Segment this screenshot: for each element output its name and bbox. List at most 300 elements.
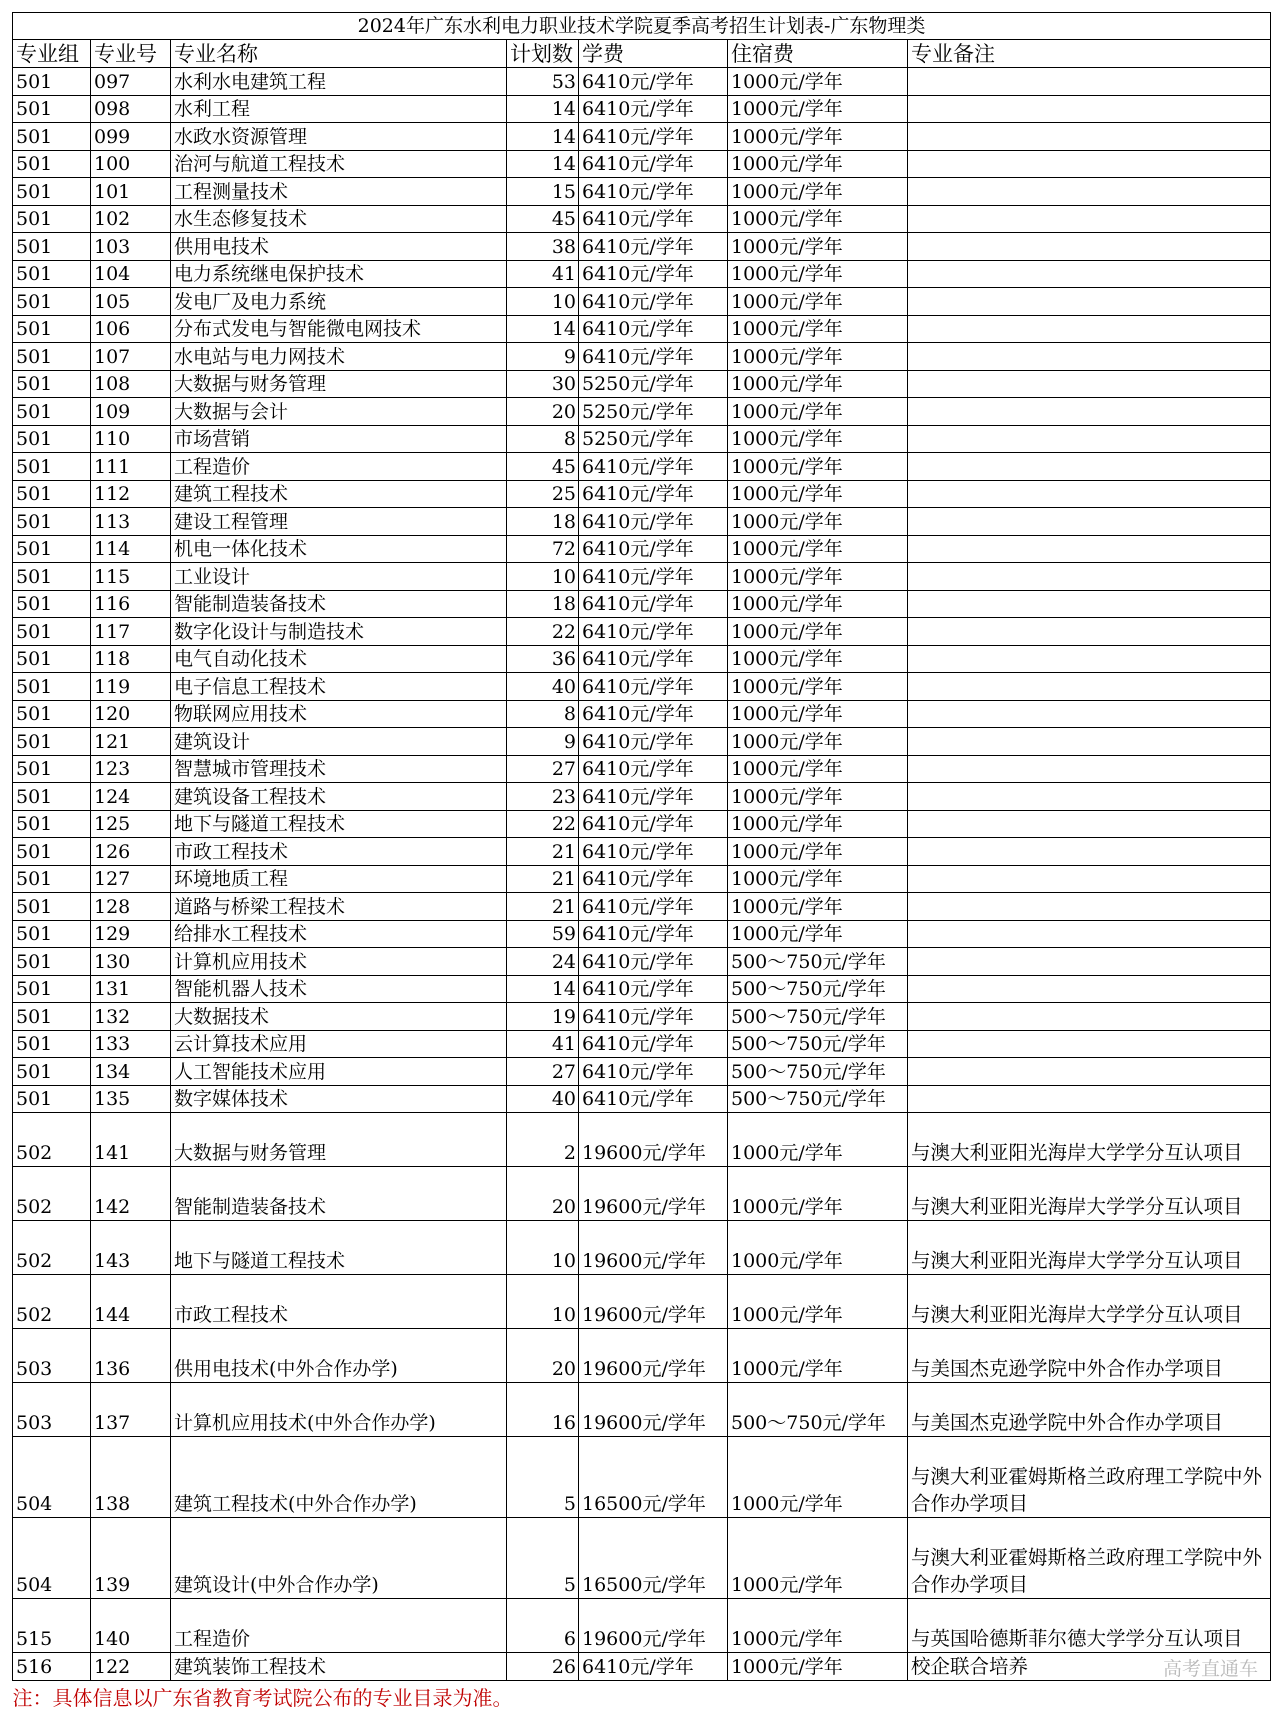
cell-group: 501 — [13, 865, 91, 893]
table-row — [13, 975, 1271, 1003]
cell-tuition: 6410元/学年 — [579, 68, 728, 96]
cell-group: 501 — [13, 728, 91, 756]
cell-dorm: 1000元/学年 — [728, 700, 908, 728]
cell-code: 107 — [91, 343, 171, 371]
cell-code: 113 — [91, 508, 171, 536]
cell-group: 501 — [13, 398, 91, 426]
table-row — [13, 1599, 1271, 1653]
cell-group: 501 — [13, 260, 91, 288]
cell-dorm: 1000元/学年 — [728, 810, 908, 838]
cell-note: 与澳大利亚阳光海岸大学学分互认项目 — [908, 1167, 1271, 1221]
cell-plan: 9 — [507, 343, 579, 371]
cell-group: 501 — [13, 948, 91, 976]
cell-tuition: 6410元/学年 — [579, 260, 728, 288]
cell-tuition: 5250元/学年 — [579, 398, 728, 426]
table-row — [13, 700, 1271, 728]
cell-name: 给排水工程技术 — [171, 920, 507, 948]
cell-plan: 41 — [507, 1030, 579, 1058]
cell-note — [908, 315, 1271, 343]
header-name: 专业名称 — [171, 40, 507, 68]
cell-group: 502 — [13, 1167, 91, 1221]
table-row — [13, 535, 1271, 563]
cell-group: 501 — [13, 178, 91, 206]
cell-tuition: 6410元/学年 — [579, 865, 728, 893]
cell-code: 141 — [91, 1113, 171, 1167]
table-row — [13, 783, 1271, 811]
cell-group: 501 — [13, 123, 91, 151]
cell-tuition: 6410元/学年 — [579, 645, 728, 673]
table-row — [13, 370, 1271, 398]
cell-note — [908, 700, 1271, 728]
cell-plan: 27 — [507, 755, 579, 783]
cell-plan: 25 — [507, 480, 579, 508]
cell-group: 501 — [13, 343, 91, 371]
cell-note — [908, 233, 1271, 261]
cell-dorm: 1000元/学年 — [728, 563, 908, 591]
table-row — [13, 343, 1271, 371]
cell-tuition: 6410元/学年 — [579, 453, 728, 481]
cell-group: 501 — [13, 68, 91, 96]
table-row — [13, 260, 1271, 288]
cell-plan: 45 — [507, 453, 579, 481]
cell-dorm: 1000元/学年 — [728, 480, 908, 508]
table-row — [13, 480, 1271, 508]
cell-tuition: 6410元/学年 — [579, 618, 728, 646]
header-code: 专业号 — [91, 40, 171, 68]
cell-note: 与美国杰克逊学院中外合作办学项目 — [908, 1329, 1271, 1383]
cell-dorm: 1000元/学年 — [728, 535, 908, 563]
table-row — [13, 1383, 1271, 1437]
cell-code: 117 — [91, 618, 171, 646]
cell-note — [908, 865, 1271, 893]
cell-plan: 5 — [507, 1437, 579, 1518]
cell-code: 104 — [91, 260, 171, 288]
cell-plan: 20 — [507, 1329, 579, 1383]
cell-group: 501 — [13, 480, 91, 508]
cell-note — [908, 260, 1271, 288]
cell-plan: 40 — [507, 1085, 579, 1113]
cell-note — [908, 425, 1271, 453]
cell-dorm: 1000元/学年 — [728, 425, 908, 453]
cell-plan: 20 — [507, 398, 579, 426]
cell-dorm: 1000元/学年 — [728, 288, 908, 316]
cell-note — [908, 508, 1271, 536]
cell-dorm: 1000元/学年 — [728, 838, 908, 866]
table-row — [13, 95, 1271, 123]
cell-plan: 10 — [507, 563, 579, 591]
cell-tuition: 6410元/学年 — [579, 728, 728, 756]
cell-code: 121 — [91, 728, 171, 756]
enrollment-plan-table — [12, 12, 1271, 1711]
cell-tuition: 19600元/学年 — [579, 1113, 728, 1167]
cell-group: 501 — [13, 205, 91, 233]
cell-dorm: 1000元/学年 — [728, 728, 908, 756]
cell-plan: 40 — [507, 673, 579, 701]
cell-dorm: 1000元/学年 — [728, 618, 908, 646]
cell-note: 与澳大利亚阳光海岸大学学分互认项目 — [908, 1221, 1271, 1275]
cell-name: 水利水电建筑工程 — [171, 68, 507, 96]
cell-plan: 27 — [507, 1058, 579, 1086]
cell-name: 水电站与电力网技术 — [171, 343, 507, 371]
cell-plan: 6 — [507, 1599, 579, 1653]
cell-name: 地下与隧道工程技术 — [171, 810, 507, 838]
cell-tuition: 6410元/学年 — [579, 233, 728, 261]
cell-tuition: 6410元/学年 — [579, 1058, 728, 1086]
header-tuition: 学费 — [579, 40, 728, 68]
table-row — [13, 755, 1271, 783]
cell-dorm: 500～750元/学年 — [728, 1383, 908, 1437]
cell-note — [908, 1058, 1271, 1086]
table-row — [13, 1437, 1271, 1518]
cell-code: 124 — [91, 783, 171, 811]
cell-dorm: 1000元/学年 — [728, 370, 908, 398]
cell-note — [908, 95, 1271, 123]
table-row — [13, 810, 1271, 838]
cell-name: 计算机应用技术(中外合作办学) — [171, 1383, 507, 1437]
cell-plan: 18 — [507, 508, 579, 536]
cell-code: 114 — [91, 535, 171, 563]
cell-tuition: 19600元/学年 — [579, 1167, 728, 1221]
cell-note — [908, 645, 1271, 673]
cell-tuition: 6410元/学年 — [579, 480, 728, 508]
table-row — [13, 453, 1271, 481]
cell-name: 分布式发电与智能微电网技术 — [171, 315, 507, 343]
cell-dorm: 1000元/学年 — [728, 343, 908, 371]
cell-dorm: 1000元/学年 — [728, 1275, 908, 1329]
cell-group: 501 — [13, 755, 91, 783]
cell-plan: 41 — [507, 260, 579, 288]
cell-group: 502 — [13, 1275, 91, 1329]
cell-dorm: 500～750元/学年 — [728, 1030, 908, 1058]
table-row — [13, 1030, 1271, 1058]
cell-dorm: 1000元/学年 — [728, 68, 908, 96]
table-row — [13, 1085, 1271, 1113]
cell-name: 供用电技术(中外合作办学) — [171, 1329, 507, 1383]
cell-dorm: 1000元/学年 — [728, 260, 908, 288]
cell-dorm: 500～750元/学年 — [728, 975, 908, 1003]
cell-name: 计算机应用技术 — [171, 948, 507, 976]
cell-group: 501 — [13, 920, 91, 948]
cell-name: 大数据技术 — [171, 1003, 507, 1031]
cell-name: 建筑工程技术(中外合作办学) — [171, 1437, 507, 1518]
cell-note — [908, 288, 1271, 316]
table-row — [13, 205, 1271, 233]
table-row — [13, 178, 1271, 206]
cell-plan: 8 — [507, 425, 579, 453]
cell-note — [908, 920, 1271, 948]
cell-group: 501 — [13, 563, 91, 591]
cell-name: 环境地质工程 — [171, 865, 507, 893]
table-row — [13, 1167, 1271, 1221]
table-row — [13, 425, 1271, 453]
cell-name: 大数据与财务管理 — [171, 1113, 507, 1167]
cell-tuition: 19600元/学年 — [579, 1599, 728, 1653]
header-note: 专业备注 — [908, 40, 1271, 68]
cell-tuition: 6410元/学年 — [579, 700, 728, 728]
table-row — [13, 123, 1271, 151]
cell-dorm: 500～750元/学年 — [728, 948, 908, 976]
cell-name: 发电厂及电力系统 — [171, 288, 507, 316]
cell-name: 人工智能技术应用 — [171, 1058, 507, 1086]
cell-note — [908, 618, 1271, 646]
cell-dorm: 1000元/学年 — [728, 865, 908, 893]
cell-name: 道路与桥梁工程技术 — [171, 893, 507, 921]
cell-tuition: 6410元/学年 — [579, 123, 728, 151]
cell-group: 501 — [13, 1058, 91, 1086]
cell-dorm: 1000元/学年 — [728, 178, 908, 206]
cell-code: 101 — [91, 178, 171, 206]
table-row — [13, 398, 1271, 426]
cell-group: 501 — [13, 1003, 91, 1031]
cell-code: 116 — [91, 590, 171, 618]
cell-tuition: 6410元/学年 — [579, 975, 728, 1003]
cell-plan: 16 — [507, 1383, 579, 1437]
cell-note — [908, 205, 1271, 233]
table-row — [13, 645, 1271, 673]
cell-tuition: 5250元/学年 — [579, 425, 728, 453]
cell-name: 云计算技术应用 — [171, 1030, 507, 1058]
cell-code: 098 — [91, 95, 171, 123]
cell-note — [908, 975, 1271, 1003]
cell-code: 123 — [91, 755, 171, 783]
cell-name: 智能制造装备技术 — [171, 590, 507, 618]
cell-plan: 59 — [507, 920, 579, 948]
cell-plan: 26 — [507, 1653, 579, 1681]
cell-name: 工业设计 — [171, 563, 507, 591]
cell-dorm: 1000元/学年 — [728, 783, 908, 811]
table-row — [13, 838, 1271, 866]
cell-note — [908, 1003, 1271, 1031]
cell-dorm: 1000元/学年 — [728, 233, 908, 261]
cell-dorm: 1000元/学年 — [728, 398, 908, 426]
cell-code: 115 — [91, 563, 171, 591]
cell-code: 134 — [91, 1058, 171, 1086]
cell-note — [908, 343, 1271, 371]
cell-tuition: 6410元/学年 — [579, 150, 728, 178]
cell-code: 108 — [91, 370, 171, 398]
cell-note — [908, 1085, 1271, 1113]
cell-name: 工程造价 — [171, 453, 507, 481]
cell-name: 建筑设备工程技术 — [171, 783, 507, 811]
cell-code: 120 — [91, 700, 171, 728]
cell-code: 132 — [91, 1003, 171, 1031]
table-row — [13, 508, 1271, 536]
cell-tuition: 6410元/学年 — [579, 1003, 728, 1031]
cell-dorm: 500～750元/学年 — [728, 1085, 908, 1113]
cell-tuition: 6410元/学年 — [579, 315, 728, 343]
cell-group: 501 — [13, 1030, 91, 1058]
cell-tuition: 6410元/学年 — [579, 1085, 728, 1113]
cell-name: 水政水资源管理 — [171, 123, 507, 151]
table-row — [13, 1518, 1271, 1599]
cell-plan: 14 — [507, 123, 579, 151]
cell-tuition: 6410元/学年 — [579, 535, 728, 563]
table-row — [13, 1221, 1271, 1275]
cell-plan: 8 — [507, 700, 579, 728]
cell-code: 126 — [91, 838, 171, 866]
cell-name: 水利工程 — [171, 95, 507, 123]
cell-name: 工程测量技术 — [171, 178, 507, 206]
cell-group: 501 — [13, 508, 91, 536]
cell-tuition: 16500元/学年 — [579, 1437, 728, 1518]
cell-name: 物联网应用技术 — [171, 700, 507, 728]
cell-note — [908, 893, 1271, 921]
cell-dorm: 1000元/学年 — [728, 893, 908, 921]
cell-note — [908, 123, 1271, 151]
cell-code: 129 — [91, 920, 171, 948]
cell-dorm: 1000元/学年 — [728, 205, 908, 233]
cell-plan: 10 — [507, 1275, 579, 1329]
cell-tuition: 19600元/学年 — [579, 1221, 728, 1275]
cell-plan: 14 — [507, 95, 579, 123]
cell-code: 128 — [91, 893, 171, 921]
cell-code: 130 — [91, 948, 171, 976]
cell-dorm: 1000元/学年 — [728, 1653, 908, 1681]
cell-plan: 14 — [507, 150, 579, 178]
cell-tuition: 6410元/学年 — [579, 755, 728, 783]
table-row — [13, 1275, 1271, 1329]
cell-plan: 10 — [507, 288, 579, 316]
cell-group: 501 — [13, 1085, 91, 1113]
cell-code: 133 — [91, 1030, 171, 1058]
cell-code: 122 — [91, 1653, 171, 1681]
cell-tuition: 6410元/学年 — [579, 288, 728, 316]
cell-dorm: 1000元/学年 — [728, 1167, 908, 1221]
cell-note — [908, 398, 1271, 426]
cell-name: 建筑工程技术 — [171, 480, 507, 508]
table-row — [13, 618, 1271, 646]
cell-group: 501 — [13, 590, 91, 618]
cell-dorm: 1000元/学年 — [728, 673, 908, 701]
cell-tuition: 6410元/学年 — [579, 343, 728, 371]
cell-name: 智能机器人技术 — [171, 975, 507, 1003]
cell-note: 校企联合培养 — [908, 1653, 1271, 1681]
cell-code: 111 — [91, 453, 171, 481]
cell-note: 与澳大利亚阳光海岸大学学分互认项目 — [908, 1275, 1271, 1329]
cell-plan: 22 — [507, 618, 579, 646]
cell-name: 电子信息工程技术 — [171, 673, 507, 701]
cell-plan: 30 — [507, 370, 579, 398]
cell-plan: 19 — [507, 1003, 579, 1031]
cell-group: 501 — [13, 618, 91, 646]
cell-dorm: 1000元/学年 — [728, 508, 908, 536]
cell-note — [908, 453, 1271, 481]
cell-code: 135 — [91, 1085, 171, 1113]
cell-dorm: 1000元/学年 — [728, 920, 908, 948]
cell-note — [908, 535, 1271, 563]
cell-note — [908, 150, 1271, 178]
cell-tuition: 6410元/学年 — [579, 948, 728, 976]
cell-dorm: 1000元/学年 — [728, 1599, 908, 1653]
cell-group: 501 — [13, 783, 91, 811]
table-row — [13, 563, 1271, 591]
header-row — [13, 40, 1271, 68]
cell-note: 与英国哈德斯菲尔德大学学分互认项目 — [908, 1599, 1271, 1653]
cell-code: 136 — [91, 1329, 171, 1383]
cell-plan: 10 — [507, 1221, 579, 1275]
table-row — [13, 728, 1271, 756]
cell-dorm: 1000元/学年 — [728, 95, 908, 123]
cell-note — [908, 178, 1271, 206]
cell-tuition: 6410元/学年 — [579, 205, 728, 233]
table-row — [13, 315, 1271, 343]
cell-note: 与澳大利亚霍姆斯格兰政府理工学院中外合作办学项目 — [908, 1518, 1271, 1599]
cell-note: 与澳大利亚霍姆斯格兰政府理工学院中外合作办学项目 — [908, 1437, 1271, 1518]
cell-name: 市政工程技术 — [171, 838, 507, 866]
cell-plan: 36 — [507, 645, 579, 673]
cell-group: 515 — [13, 1599, 91, 1653]
cell-name: 工程造价 — [171, 1599, 507, 1653]
cell-code: 144 — [91, 1275, 171, 1329]
cell-code: 125 — [91, 810, 171, 838]
cell-name: 数字化设计与制造技术 — [171, 618, 507, 646]
cell-tuition: 19600元/学年 — [579, 1383, 728, 1437]
table-row — [13, 1058, 1271, 1086]
cell-plan: 23 — [507, 783, 579, 811]
cell-tuition: 6410元/学年 — [579, 563, 728, 591]
cell-name: 建筑设计 — [171, 728, 507, 756]
header-dorm: 住宿费 — [728, 40, 908, 68]
cell-name: 建筑装饰工程技术 — [171, 1653, 507, 1681]
cell-code: 142 — [91, 1167, 171, 1221]
cell-name: 大数据与财务管理 — [171, 370, 507, 398]
cell-group: 504 — [13, 1437, 91, 1518]
table-row — [13, 673, 1271, 701]
cell-tuition: 6410元/学年 — [579, 1653, 728, 1681]
cell-group: 501 — [13, 315, 91, 343]
cell-group: 503 — [13, 1329, 91, 1383]
cell-name: 市场营销 — [171, 425, 507, 453]
cell-tuition: 19600元/学年 — [579, 1329, 728, 1383]
cell-dorm: 1000元/学年 — [728, 453, 908, 481]
cell-group: 501 — [13, 975, 91, 1003]
cell-plan: 18 — [507, 590, 579, 618]
cell-group: 501 — [13, 95, 91, 123]
cell-note: 与澳大利亚阳光海岸大学学分互认项目 — [908, 1113, 1271, 1167]
cell-code: 099 — [91, 123, 171, 151]
cell-group: 501 — [13, 810, 91, 838]
cell-plan: 5 — [507, 1518, 579, 1599]
cell-name: 智能制造装备技术 — [171, 1167, 507, 1221]
cell-name: 供用电技术 — [171, 233, 507, 261]
cell-code: 131 — [91, 975, 171, 1003]
cell-code: 143 — [91, 1221, 171, 1275]
cell-code: 097 — [91, 68, 171, 96]
cell-name: 大数据与会计 — [171, 398, 507, 426]
cell-group: 504 — [13, 1518, 91, 1599]
cell-dorm: 500～750元/学年 — [728, 1058, 908, 1086]
cell-dorm: 1000元/学年 — [728, 123, 908, 151]
cell-name: 建筑设计(中外合作办学) — [171, 1518, 507, 1599]
cell-dorm: 1000元/学年 — [728, 315, 908, 343]
cell-dorm: 1000元/学年 — [728, 1329, 908, 1383]
cell-tuition: 6410元/学年 — [579, 920, 728, 948]
cell-code: 137 — [91, 1383, 171, 1437]
cell-name: 市政工程技术 — [171, 1275, 507, 1329]
cell-group: 501 — [13, 673, 91, 701]
cell-dorm: 1000元/学年 — [728, 1221, 908, 1275]
cell-group: 501 — [13, 150, 91, 178]
cell-note — [908, 370, 1271, 398]
cell-group: 502 — [13, 1221, 91, 1275]
cell-tuition: 6410元/学年 — [579, 590, 728, 618]
cell-note: 与美国杰克逊学院中外合作办学项目 — [908, 1383, 1271, 1437]
table-row — [13, 288, 1271, 316]
cell-plan: 45 — [507, 205, 579, 233]
cell-group: 501 — [13, 700, 91, 728]
cell-note — [908, 563, 1271, 591]
cell-code: 127 — [91, 865, 171, 893]
